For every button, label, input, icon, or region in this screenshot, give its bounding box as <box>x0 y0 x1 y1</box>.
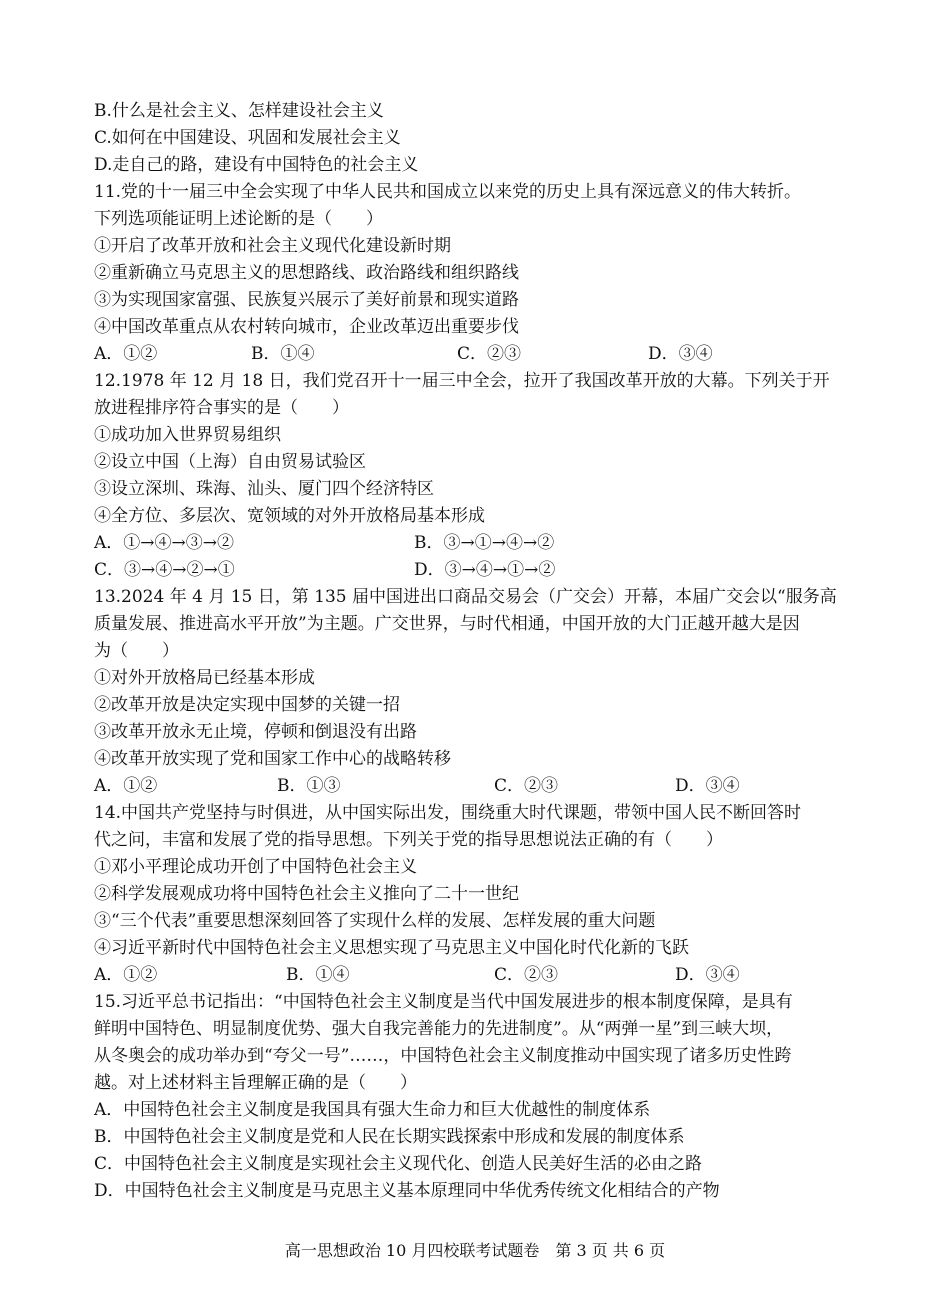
q11-item-4: ④中国改革重点从农村转向城市，企业改革迈出重要步伐 <box>94 317 519 337</box>
q14-item-3: ③“三个代表”重要思想深刻回答了实现什么样的发展、怎样发展的重大问题 <box>94 911 656 931</box>
q14-item-1: ①邓小平理论成功开创了中国特色社会主义 <box>94 857 417 877</box>
q13-stem-line-1: 13.2024 年 4 月 15 日，第 135 届中国进出口商品交易会（广交会）开幕，本届广交会以“服务高 <box>94 587 837 607</box>
q13-item-2: ②改革开放是决定实现中国梦的关键一招 <box>94 695 400 715</box>
q15-stem-line-1: 15.习近平总书记指出：“中国特色社会主义制度是当代中国发展进步的根本制度保障，是具有 <box>94 992 793 1012</box>
q11-choice-d: D．③④ <box>648 344 713 364</box>
q12-choices-row-1 <box>94 530 854 557</box>
q11-stem-line-1: 11.党的十一届三中全会实现了中华人民共和国成立以来党的历史上具有深远意义的伟大转折。 <box>94 182 802 202</box>
q15-option-b: B．中国特色社会主义制度是党和人民在长期实践探索中形成和发展的制度体系 <box>94 1127 685 1147</box>
q13-stem-line-2: 质量发展、推进高水平开放”为主题。广交世界，与时代相通，中国开放的大门正越开越大是因 <box>94 614 800 634</box>
q13-choice-c: C．②③ <box>494 776 559 796</box>
q14-choice-b: B．①④ <box>286 965 350 985</box>
q14-choices <box>94 962 854 989</box>
q14-choice-d: D．③④ <box>675 965 740 985</box>
q15-option-a: A．中国特色社会主义制度是我国具有强大生命力和巨大优越性的制度体系 <box>94 1100 651 1120</box>
q12-choice-a: A．①→④→③→② <box>94 533 235 553</box>
q12-choice-b: B．③→①→④→② <box>414 533 555 553</box>
q15-stem-line-2: 鲜明中国特色、明显制度优势、强大自我完善能力的先进制度”。从“两弹一星”到三峡大坝， <box>94 1019 784 1039</box>
q14-stem-line-2: 代之问，丰富和发展了党的指导思想。下列关于党的指导思想说法正确的有（ ） <box>94 830 723 850</box>
q11-choices <box>94 341 854 368</box>
q11-item-3: ③为实现国家富强、民族复兴展示了美好前景和现实道路 <box>94 290 519 310</box>
q14-item-4: ④习近平新时代中国特色社会主义思想实现了马克思主义中国化时代化新的飞跃 <box>94 938 689 958</box>
q15-option-d: D．中国特色社会主义制度是马克思主义基本原理同中华优秀传统文化相结合的产物 <box>94 1181 720 1201</box>
q14-choice-c: C．②③ <box>494 965 559 985</box>
q12-item-3: ③设立深圳、珠海、汕头、厦门四个经济特区 <box>94 479 434 499</box>
q13-choice-b: B．①③ <box>277 776 341 796</box>
q11-choice-a: A．①② <box>94 344 158 364</box>
q12-choice-c: C．③→④→②→① <box>94 560 235 580</box>
q13-choices <box>94 773 854 800</box>
q11-choice-c: C．②③ <box>457 344 522 364</box>
q13-choice-d: D．③④ <box>675 776 740 796</box>
q14-stem-line-1: 14.中国共产党坚持与时俱进，从中国实际出发，围绕重大时代课题，带领中国人民不断回答时 <box>94 803 802 823</box>
q14-item-2: ②科学发展观成功将中国特色社会主义推向了二十一世纪 <box>94 884 519 904</box>
q13-item-3: ③改革开放永无止境，停顿和倒退没有出路 <box>94 722 417 742</box>
q10-option-d: D.走自己的路，建设有中国特色的社会主义 <box>94 155 419 175</box>
q12-choices-row-2 <box>94 557 854 584</box>
q13-stem-line-3: 为（ ） <box>94 641 179 661</box>
q12-stem-line-1: 12.1978 年 12 月 18 日，我们党召开十一届三中全会，拉开了我国改革开放的大幕。下列关于开 <box>94 371 830 391</box>
q10-option-b: B.什么是社会主义、怎样建设社会主义 <box>94 101 384 121</box>
q10-option-c: C.如何在中国建设、巩固和发展社会主义 <box>94 128 401 148</box>
q13-choice-a: A．①② <box>94 776 158 796</box>
page-footer: 高一思想政治 10 月四校联考试题卷 第 3 页 共 6 页 <box>284 1241 666 1260</box>
q11-item-2: ②重新确立马克思主义的思想路线、政治路线和组织路线 <box>94 263 519 283</box>
q12-item-1: ①成功加入世界贸易组织 <box>94 425 281 445</box>
q14-choice-a: A．①② <box>94 965 158 985</box>
q13-item-4: ④改革开放实现了党和国家工作中心的战略转移 <box>94 749 451 769</box>
q15-option-c: C．中国特色社会主义制度是实现社会主义现代化、创造人民美好生活的必由之路 <box>94 1154 703 1174</box>
q12-stem-line-2: 放进程排序符合事实的是（ ） <box>94 398 349 418</box>
q12-choice-d: D．③→④→①→② <box>414 560 556 580</box>
q11-choice-b: B．①④ <box>251 344 315 364</box>
q13-item-1: ①对外开放格局已经基本形成 <box>94 668 315 688</box>
q12-item-4: ④全方位、多层次、宽领域的对外开放格局基本形成 <box>94 506 485 526</box>
q15-stem-line-4: 越。对上述材料主旨理解正确的是（ ） <box>94 1073 417 1093</box>
q12-item-2: ②设立中国（上海）自由贸易试验区 <box>94 452 366 472</box>
q11-stem-line-2: 下列选项能证明上述论断的是（ ） <box>94 209 383 229</box>
q11-item-1: ①开启了改革开放和社会主义现代化建设新时期 <box>94 236 451 256</box>
q15-stem-line-3: 从冬奥会的成功举办到“夸父一号”……，中国特色社会主义制度推动中国实现了诸多历史性跨 <box>94 1046 792 1066</box>
